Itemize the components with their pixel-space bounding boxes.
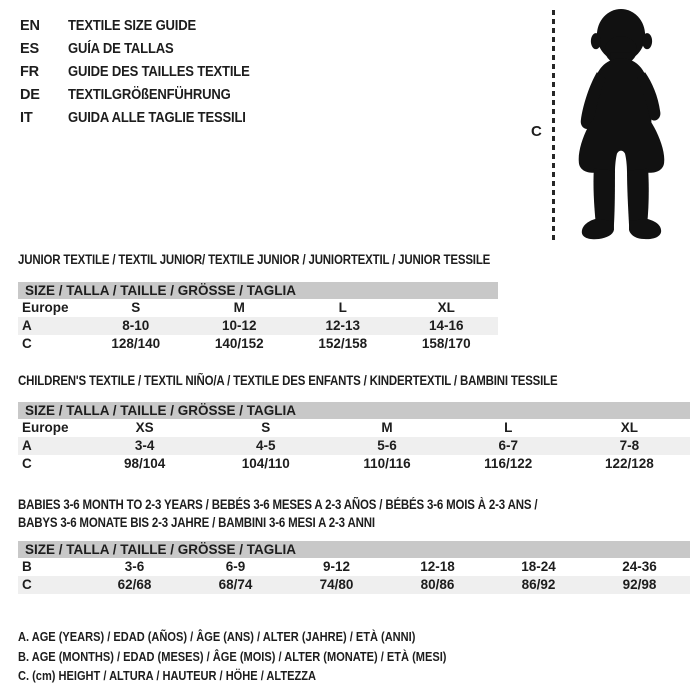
table-row-europe [18,299,498,317]
value-cell: 3-6 [124,559,145,574]
language-code: IT [20,110,33,126]
language-label: GUIDE DES TAILLES TEXTILE [68,64,250,80]
value-cell: 80/86 [420,577,455,592]
size-table-header: SIZE / TALLA / TAILLE / GRÖSSE / TAGLIA [18,541,690,558]
legend-notes [18,627,522,686]
note-age-years: A. AGE (YEARS) / EDAD (AÑOS) / ÂGE (ANS) / ALTER (JAHRE) / ETÀ (ANNI) [18,629,416,644]
children-section-heading: CHILDREN'S TEXTILE / TEXTIL NIÑO/A / TEXTILE DES ENFANTS / KINDERTEXTIL / BAMBINI TESSILE [18,373,558,388]
language-row-it [20,106,270,129]
language-list [20,14,270,129]
value-cell: 74/80 [319,577,354,592]
table-row-height [18,576,690,594]
value-cell: 5-6 [377,438,397,453]
babies-section-heading [18,496,537,532]
babies-heading-line2: BABYS 3-6 MONATE BIS 2-3 JAHRE / BAMBINI 3-6 MESI A 2-3 ANNI [18,515,375,530]
toddler-silhouette-image [562,8,686,246]
row-label: A [22,438,32,453]
height-measure-dashed-line [552,10,555,243]
language-code: FR [20,64,39,80]
babies-size-table [18,541,690,594]
babies-heading-line1: BABIES 3-6 MONTH TO 2-3 YEARS / BEBÉS 3-6 MESES A 2-3 AÑOS / BÉBÉS 3-6 MOIS À 2-3 ANS / [18,497,538,512]
language-row-de [20,83,270,106]
value-cell: 116/122 [484,456,533,471]
junior-section-heading: JUNIOR TEXTILE / TEXTIL JUNIOR/ TEXTILE JUNIOR / JUNIORTEXTIL / JUNIOR TESSILE [18,252,491,267]
row-label: Europe [22,300,69,315]
value-cell: 24-36 [622,559,657,574]
value-cell: 7-8 [619,438,640,453]
row-label: B [22,559,32,574]
value-cell: 86/92 [521,577,556,592]
value-cell: 8-10 [122,318,150,333]
value-cell: 3-4 [134,438,155,453]
value-cell: 14-16 [428,318,464,333]
language-label: TEXTILE SIZE GUIDE [68,18,197,34]
row-label: Europe [22,420,69,435]
language-code: DE [20,87,40,103]
language-code: ES [20,41,39,57]
size-cell: L [504,420,513,435]
table-row-age [18,317,498,335]
row-label: A [22,318,32,333]
language-code: EN [20,18,40,34]
size-cell: M [233,300,245,315]
table-row-height [18,335,498,353]
size-cell: M [381,420,393,435]
value-cell: 104/110 [241,456,290,471]
value-cell: 140/152 [214,336,264,351]
table-row-months [18,558,690,576]
value-cell: 12-18 [420,559,455,574]
size-cell: XS [135,420,154,435]
note-height-cm: C. (cm) HEIGHT / ALTURA / HAUTEUR / HÖHE / ALTEZZA [18,668,316,683]
value-cell: 68/74 [218,577,253,592]
height-measure-label: C [531,123,542,140]
value-cell: 12-13 [325,318,361,333]
row-label: C [22,336,32,351]
children-size-table [18,402,690,473]
language-label: GUIDA ALLE TAGLIE TESSILI [68,110,246,126]
table-row-europe [18,419,690,437]
language-row-fr [20,60,270,83]
size-cell: XL [620,420,639,435]
note-age-months: B. AGE (MONTHS) / EDAD (MESES) / ÂGE (MOIS) / ALTER (MONATE) / ETÀ (MESI) [18,648,447,664]
language-label: TEXTILGRÖßENFÜHRUNG [68,87,231,103]
size-cell: S [131,300,141,315]
size-table-header: SIZE / TALLA / TAILLE / GRÖSSE / TAGLIA [18,402,690,419]
value-cell: 152/158 [318,336,368,351]
value-cell: 122/128 [605,456,654,471]
junior-size-table [18,282,498,353]
value-cell: 110/116 [363,456,411,471]
language-row-en [20,14,270,37]
size-cell: S [261,420,271,435]
row-label: C [22,577,32,592]
value-cell: 4-5 [256,438,276,453]
value-cell: 18-24 [521,559,556,574]
language-row-es [20,37,270,60]
value-cell: 98/104 [123,456,166,471]
value-cell: 6-9 [225,559,246,574]
value-cell: 6-7 [498,438,518,453]
row-label: C [22,456,32,471]
value-cell: 92/98 [622,577,657,592]
value-cell: 128/140 [111,336,161,351]
value-cell: 9-12 [322,559,351,574]
language-label: GUÍA DE TALLAS [68,41,174,57]
table-row-height [18,455,690,473]
value-cell: 62/68 [117,577,152,592]
size-cell: XL [437,300,455,315]
size-cell: L [338,300,347,315]
size-table-header: SIZE / TALLA / TAILLE / GRÖSSE / TAGLIA [18,282,498,299]
value-cell: 158/170 [421,336,471,351]
value-cell: 10-12 [221,318,257,333]
table-row-age [18,437,690,455]
